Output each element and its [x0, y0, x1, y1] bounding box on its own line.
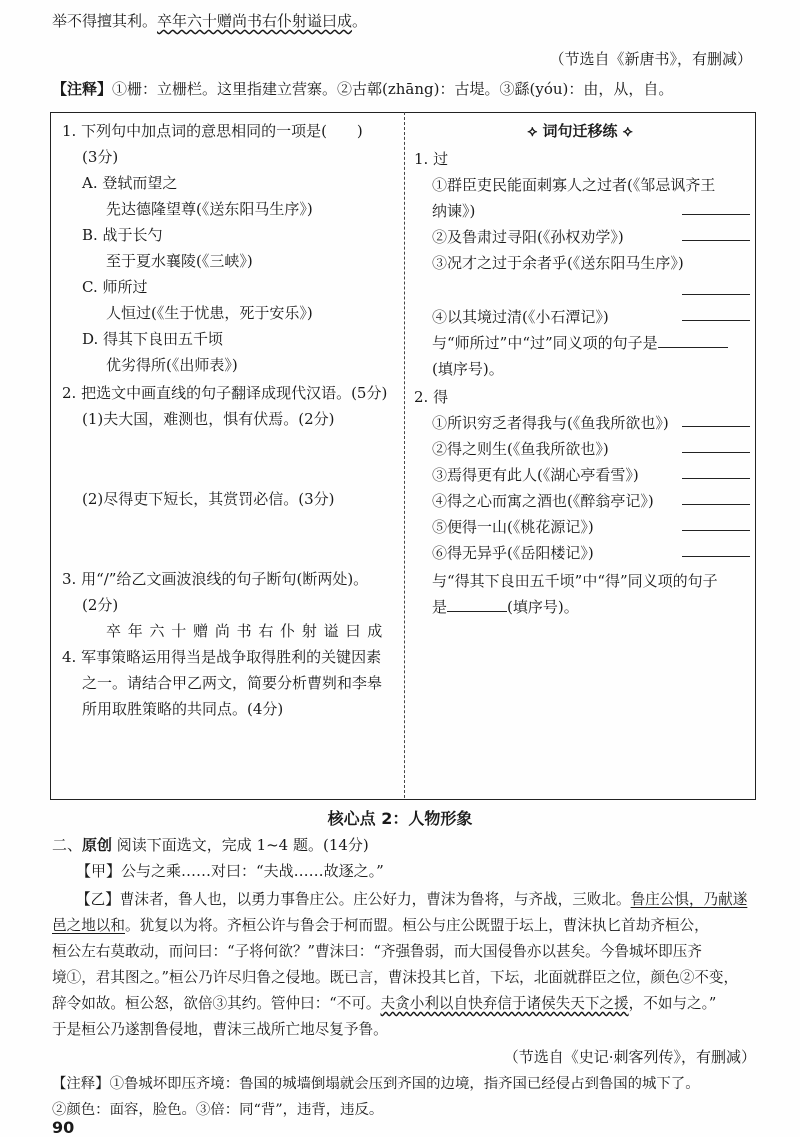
- group-2-question-text: 是: [432, 598, 448, 616]
- passage-text: 【乙】曹沫者，鲁人也，以勇力事鲁庄公。庄公好力，曹沫为鲁将，与齐战，三败北。: [76, 891, 631, 908]
- question-3: 3. 用“/”给乙文画波浪线的句子断句(断两处)。: [62, 570, 369, 588]
- underlined-sentence: 鲁庄公惧，乃献遂: [630, 891, 748, 908]
- passage-yi-line: 于是桓公乃遂割鲁侵地，曹沫三战所亡地尽复予鲁。: [52, 1021, 388, 1038]
- group-1-item-2: ②及鲁肃过寻阳(《孙权劝学》): [432, 228, 624, 246]
- wavy-sentence: 夫贪小利以自快弃信于诸侯失天下之援: [380, 995, 629, 1012]
- original-tag: 原创: [82, 836, 113, 854]
- note-line: ②颜色：面容，脸色。③倍：同“背”，违背，违反。: [52, 1102, 384, 1118]
- section-intro: [52, 834, 369, 855]
- question-4-line1: 4. 军事策略运用得当是战争取得胜利的关键因素: [62, 648, 382, 666]
- group-2-item-1: ①所识穷乏者得我与(《鱼我所欲也》): [432, 414, 669, 432]
- group-2-item-2: ②得之则生(《鱼我所欲也》): [432, 440, 609, 458]
- passage-text: ，不如与之。”: [628, 995, 717, 1012]
- passage-yi-line: [52, 992, 716, 1013]
- group-1-question-text: 与“师所过”中“过”同义项的句子是: [432, 334, 658, 352]
- intro-text: 阅读下面选文，完成 1~4 题。(14分): [112, 836, 369, 854]
- passage-text: 。犹复以为将。齐桓公许与鲁会于柯而盟。桓公与庄公既盟于坛上，曹沫执匕首劫齐桓公，: [124, 917, 709, 934]
- note-text: ①栅：立栅栏。这里指建立营寨。②古鄣(zhāng)：古堤。③繇(yóu)：由，从，自。: [112, 80, 674, 98]
- question-4-line2: 之一。请结合甲乙两文，简要分析曹刿和李皋: [82, 674, 383, 692]
- group-1-item-1: ①群臣吏民能面刺寡人之过者(《邹忌讽齐王: [432, 176, 716, 194]
- group-2-question-text: (填序号)。: [507, 598, 579, 616]
- group-2-question: 与“得其下良田五千顷”中“得”同义项的句子: [432, 572, 718, 590]
- group-2-title: 2. 得: [414, 388, 449, 406]
- group-1-item-3: ③况才之过于余者乎(《送东阳马生序》): [432, 254, 684, 272]
- group-2-item-5: ⑤便得一山(《桃花源记》): [432, 518, 594, 536]
- passage-text: 辞令如故。桓公怒，欲倍③其约。管仲曰：“不可。: [52, 995, 381, 1012]
- question-4-line3: 所用取胜策略的共同点。(4分): [82, 700, 284, 718]
- question-3-text: 卒 年 六 十 赠 尚 书 右 仆 射 谥 曰 成: [106, 622, 384, 640]
- answer-blank[interactable]: [682, 530, 750, 531]
- passage-jia: 【甲】公与之乘……对曰：“夫战……故逐之。”: [76, 862, 384, 880]
- column-divider: [404, 112, 405, 798]
- option-a-compare: 先达德隆望尊(《送东阳马生序》): [106, 200, 313, 218]
- note-label: 【注释】: [52, 80, 113, 98]
- answer-blank[interactable]: [682, 452, 750, 453]
- group-1-question: [432, 332, 728, 353]
- passage-text: 举不得擅其利。: [52, 12, 158, 30]
- question-2-1: (1)夫大国，难测也，惧有伏焉。(2分): [82, 410, 335, 428]
- group-1-item-4: ④以其境过清(《小石潭记》): [432, 308, 609, 326]
- answer-blank[interactable]: [658, 335, 728, 348]
- underlined-sentence: 邑之地以和: [52, 917, 125, 934]
- option-d-compare: 优劣得所(《出师表》): [106, 356, 238, 374]
- question-3-score: (2分): [82, 596, 119, 614]
- option-b: B. 战于长勺: [82, 226, 163, 244]
- source-citation: （节选自《史记·刺客列传》，有删减）: [503, 1048, 756, 1066]
- answer-blank[interactable]: [682, 320, 750, 321]
- option-d: D. 得其下良田五千顷: [82, 330, 224, 348]
- source-citation: （节选自《新唐书》，有删减）: [549, 50, 752, 68]
- group-1-question-end: (填序号)。: [432, 360, 504, 378]
- option-b-compare: 至于夏水襄陵(《三峡》): [106, 252, 253, 270]
- answer-blank[interactable]: [682, 294, 750, 295]
- passage-yi-line: [52, 914, 709, 935]
- question-1-score: (3分): [82, 148, 119, 166]
- group-1-title: 1. 过: [414, 150, 449, 168]
- passage-yi-line: [76, 888, 747, 909]
- group-2-item-4: ④得之心而寓之酒也(《醉翁亭记》): [432, 492, 654, 510]
- option-a: A. 登轼而望之: [82, 174, 178, 192]
- wavy-sentence: 卒年六十赠尚书右仆射谥曰成: [157, 12, 353, 30]
- answer-blank[interactable]: [682, 214, 750, 215]
- section-heading: 核心点 2：人物形象: [327, 809, 473, 828]
- answer-blank[interactable]: [447, 599, 507, 612]
- intro-number: 二、: [52, 836, 83, 854]
- option-c-compare: 人恒过(《生于忧患，死于安乐》): [106, 304, 313, 322]
- answer-blank[interactable]: [682, 556, 750, 557]
- passage-yi-line: 境①，君其图之。”桓公乃许尽归鲁之侵地。既已言，曹沫投其匕首，下坛，北面就群臣之位，颜色②不变，: [52, 969, 739, 986]
- group-2-item-6: ⑥得无异乎(《岳阳楼记》): [432, 544, 594, 562]
- group-2-question-end: [432, 596, 579, 617]
- passage-text: 。: [352, 12, 368, 30]
- group-1-item-1-cont: 纳谏》): [432, 202, 476, 220]
- answer-blank[interactable]: [682, 426, 750, 427]
- question-2-2: (2)尽得吏下短长，其赏罚必信。(3分): [82, 490, 335, 508]
- notes: [52, 78, 673, 99]
- passage-yi-line: 桓公左右莫敢动，而问曰：“子将何欲？”曹沫曰：“齐强鲁弱，而大国侵鲁亦以甚矣。今鲁城坏即压齐: [52, 943, 702, 960]
- question-1: 1. 下列句中加点词的意思相同的一项是( ): [62, 122, 363, 140]
- passage-line: [52, 10, 367, 31]
- question-2: 2. 把选文中画直线的句子翻译成现代汉语。(5分): [62, 384, 388, 402]
- transfer-title: ⟡ 词句迁移练 ⟡: [527, 122, 633, 140]
- answer-blank[interactable]: [682, 240, 750, 241]
- note-line: 【注释】①鲁城坏即压齐境：鲁国的城墙倒塌就会压到齐国的边境，指齐国已经侵占到鲁国的城下了。: [52, 1076, 700, 1092]
- page-number: 90: [52, 1118, 75, 1137]
- option-c: C. 师所过: [82, 278, 148, 296]
- answer-blank[interactable]: [682, 478, 750, 479]
- group-2-item-3: ③焉得更有此人(《湖心亭看雪》): [432, 466, 639, 484]
- answer-blank[interactable]: [682, 504, 750, 505]
